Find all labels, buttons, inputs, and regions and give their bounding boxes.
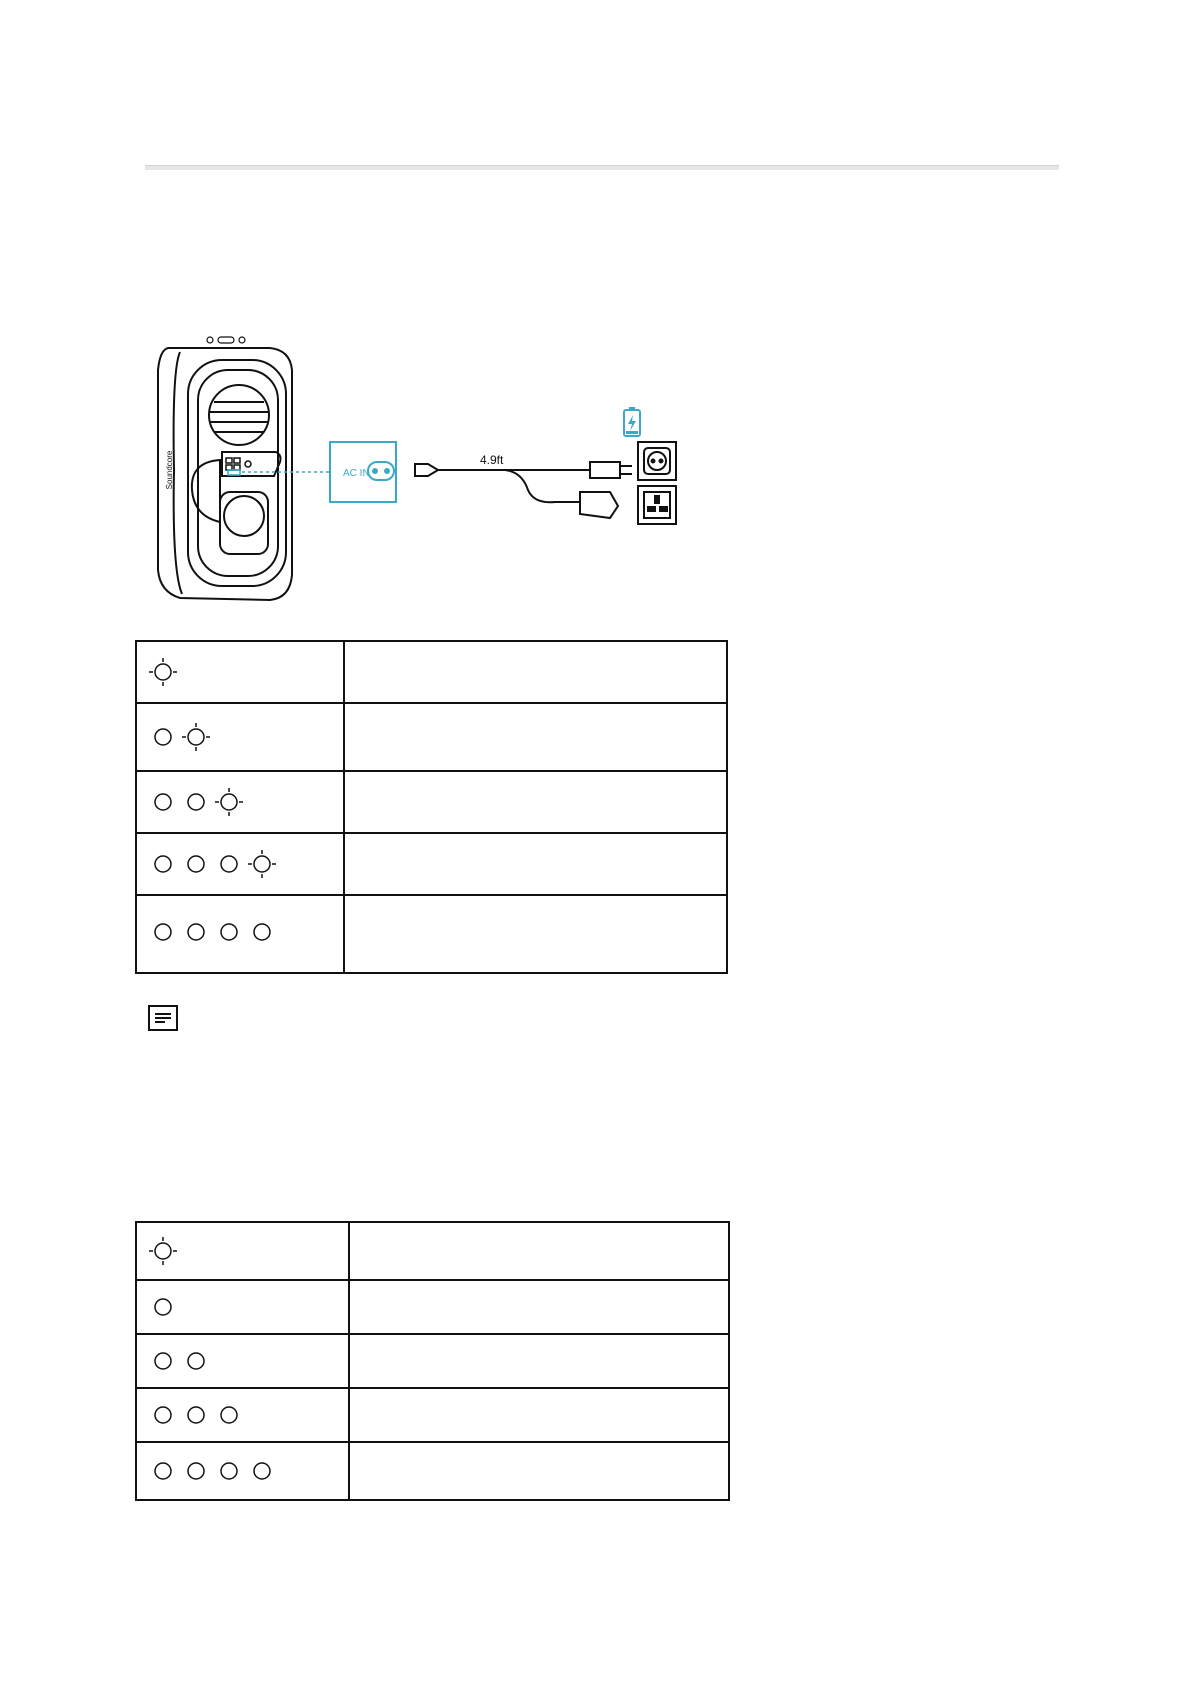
description-cell xyxy=(349,1442,729,1500)
led-solid-icon xyxy=(188,1407,204,1423)
led-solid-icon xyxy=(188,794,204,810)
note-icon xyxy=(148,1005,178,1031)
led-indicator-group xyxy=(149,914,291,950)
led-solid-icon xyxy=(155,924,171,940)
led-status-table-2 xyxy=(135,1221,730,1501)
description-cell xyxy=(344,895,727,973)
led-indicator-group xyxy=(149,719,225,755)
table-row xyxy=(136,1280,729,1334)
table-row xyxy=(136,1442,729,1500)
led-blinking-icon xyxy=(149,1237,177,1265)
ac-in-callout xyxy=(330,442,396,502)
led-solid-icon xyxy=(155,1463,171,1479)
led-blinking-icon xyxy=(182,723,210,751)
uk-wall-outlet xyxy=(638,486,676,524)
led-indicator-group xyxy=(149,654,192,690)
led-indicator-group xyxy=(149,1397,258,1433)
table-row xyxy=(136,833,727,895)
battery-charging-icon xyxy=(624,407,640,436)
description-cell xyxy=(344,833,727,895)
table-row xyxy=(136,703,727,771)
led-solid-icon xyxy=(188,856,204,872)
speaker-illustration xyxy=(158,348,292,600)
power-cable xyxy=(415,462,632,518)
indicator-cell xyxy=(136,895,344,973)
led-blinking-icon xyxy=(248,850,276,878)
led-solid-icon xyxy=(188,924,204,940)
led-solid-icon xyxy=(155,856,171,872)
led-solid-icon xyxy=(155,729,171,745)
led-blinking-icon xyxy=(149,658,177,686)
indicator-cell xyxy=(136,833,344,895)
table-row xyxy=(136,1388,729,1442)
indicator-cell xyxy=(136,641,344,703)
description-cell xyxy=(344,703,727,771)
led-indicator-group xyxy=(149,784,258,820)
speaker-ports xyxy=(226,458,251,475)
led-solid-icon xyxy=(221,1407,237,1423)
led-solid-icon xyxy=(254,1463,270,1479)
led-indicator-group xyxy=(149,846,291,882)
description-cell xyxy=(349,1388,729,1442)
description-cell xyxy=(344,771,727,833)
indicator-cell xyxy=(136,1334,349,1388)
led-blinking-icon xyxy=(215,788,243,816)
table-row xyxy=(136,1334,729,1388)
led-solid-icon xyxy=(188,1463,204,1479)
led-indicator-group xyxy=(149,1233,192,1269)
description-cell xyxy=(349,1334,729,1388)
led-indicator-group xyxy=(149,1453,291,1489)
led-indicator-group xyxy=(149,1289,192,1325)
table-row xyxy=(136,1222,729,1280)
indicator-cell xyxy=(136,771,344,833)
description-cell xyxy=(344,641,727,703)
description-cell xyxy=(349,1280,729,1334)
led-solid-icon xyxy=(221,924,237,940)
led-solid-icon xyxy=(155,1407,171,1423)
indicator-cell xyxy=(136,1388,349,1442)
charging-illustration xyxy=(150,330,725,610)
led-solid-icon xyxy=(254,924,270,940)
eu-wall-outlet xyxy=(638,442,676,480)
led-solid-icon xyxy=(155,1353,171,1369)
led-status-table-1 xyxy=(135,640,728,974)
led-solid-icon xyxy=(155,1299,171,1315)
description-cell xyxy=(349,1222,729,1280)
brand-label: Soundcore xyxy=(165,450,174,490)
led-solid-icon xyxy=(221,856,237,872)
table-row xyxy=(136,895,727,973)
ac-in-label: AC IN xyxy=(343,468,370,479)
top-buttons xyxy=(207,337,245,343)
cable-length-label: 4.9ft xyxy=(480,453,504,467)
indicator-cell xyxy=(136,1280,349,1334)
led-indicator-group xyxy=(149,1343,225,1379)
indicator-cell xyxy=(136,1442,349,1500)
table-row xyxy=(136,771,727,833)
table-row xyxy=(136,641,727,703)
led-solid-icon xyxy=(188,1353,204,1369)
led-solid-icon xyxy=(221,1463,237,1479)
indicator-cell xyxy=(136,1222,349,1280)
indicator-cell xyxy=(136,703,344,771)
led-solid-icon xyxy=(155,794,171,810)
section-divider xyxy=(145,165,1059,170)
